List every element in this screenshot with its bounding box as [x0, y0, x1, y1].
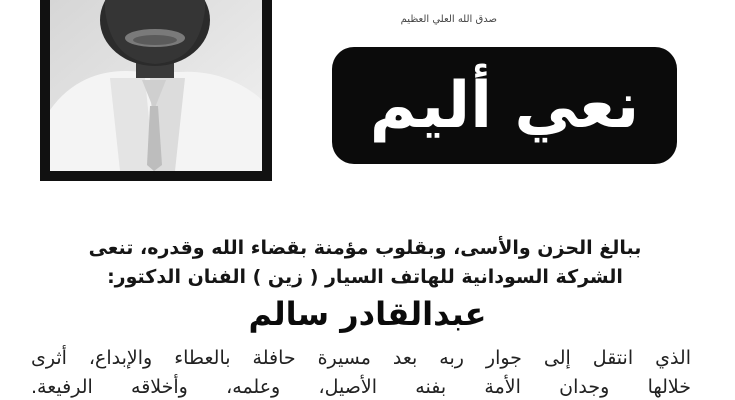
- verse-ending: صدق الله العلي العظيم: [400, 14, 497, 25]
- title-box: [332, 47, 677, 164]
- intro-line: الشركة السودانية للهاتف السيار ( زين ) الفنان الدكتور:: [107, 266, 623, 288]
- page-title: نعي أليم: [369, 68, 640, 143]
- intro-line: ببالغ الحزن والأسى، وبقلوب مؤمنة بقضاء الله وقدره، تنعى: [88, 237, 642, 259]
- intro-paragraph: [35, 234, 695, 292]
- portrait-illustration: [50, 0, 262, 171]
- deceased-name: عبدالقادر سالم: [248, 295, 487, 333]
- closing-line: الذي انتقل إلى جوار ربه بعد مسيرة حافلة بالعطاء والإبداع، أثرى: [31, 347, 691, 369]
- portrait-photo: [50, 0, 262, 171]
- closing-line: خلالها وجدان الأمة بفنه الأصيل، وعلمه، وأخلاقه الرفيعة.: [31, 376, 691, 398]
- closing-paragraph: [31, 344, 691, 400]
- portrait-frame: [40, 0, 272, 181]
